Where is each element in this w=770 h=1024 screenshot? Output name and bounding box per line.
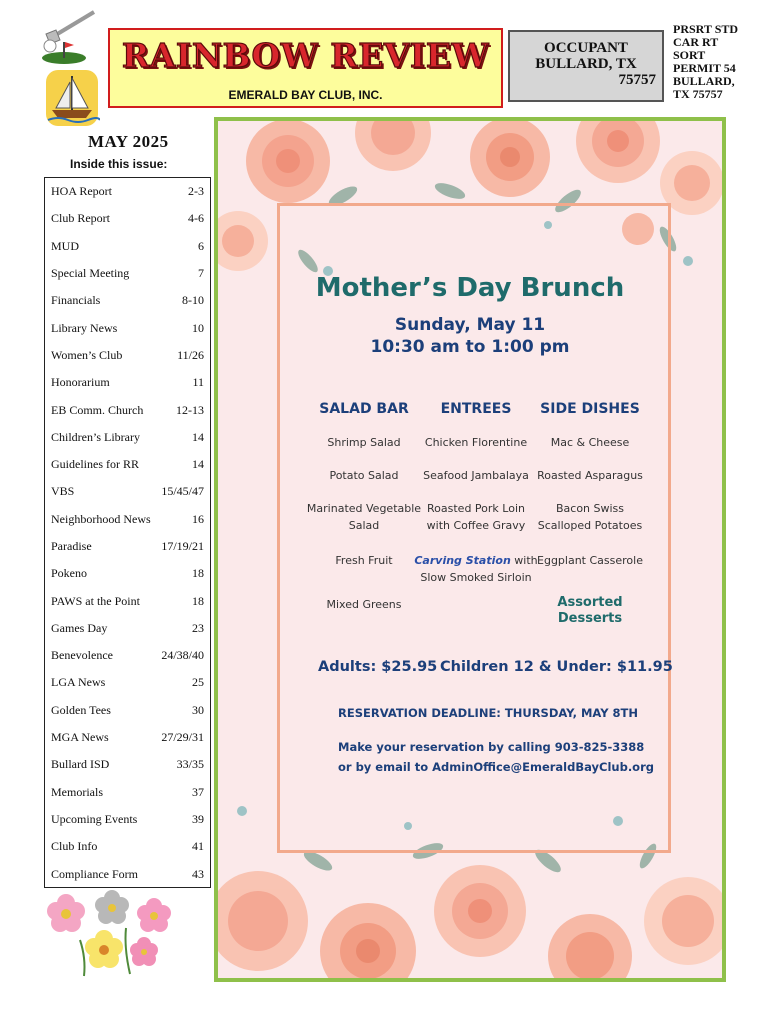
toc-title: MGA News [51, 730, 109, 745]
toc-row [51, 560, 204, 587]
golf-clipart-icon [34, 6, 100, 68]
menu-item: Fresh Fruit [335, 554, 393, 567]
carving-station-label: Carving Station [414, 554, 511, 567]
menu-item [302, 500, 426, 534]
menu-item-line: Bacon Swiss [555, 502, 625, 515]
toc-row [51, 697, 204, 724]
toc-title: Guidelines for RR [51, 457, 139, 472]
toc-row [51, 806, 204, 833]
toc-row [51, 478, 204, 505]
toc-row [51, 287, 204, 314]
mailing-line-zip: 75757 [618, 72, 656, 88]
header-side-dishes: SIDE DISHES [540, 401, 640, 417]
mailing-address-box [508, 30, 664, 102]
toc-pages: 12-13 [176, 402, 204, 417]
toc-pages: 27/29/31 [161, 730, 204, 745]
reservation-phone: Make your reservation by calling 903-825-3388 [338, 740, 645, 754]
menu-item-line: Slow Smoked Sirloin [420, 571, 532, 584]
toc-pages: 39 [192, 811, 204, 826]
toc-row [51, 615, 204, 642]
toc-pages: 8-10 [182, 293, 204, 308]
menu-item: Mac & Cheese [550, 436, 630, 449]
postage-indicia [673, 23, 767, 101]
toc-pages: 2-3 [188, 184, 204, 199]
reservation-info [338, 737, 658, 777]
toc-pages: 33/35 [176, 757, 204, 772]
postage-line: BULLARD, [673, 74, 735, 88]
adult-price: Adults: $25.95 [318, 659, 438, 675]
menu-item [414, 500, 538, 534]
toc-pages: 17/19/21 [161, 539, 204, 553]
menu-item-line: Desserts [557, 611, 623, 626]
toc-row [51, 751, 204, 778]
toc-row [51, 860, 204, 887]
toc-title: Honorarium [51, 375, 110, 390]
sailboat-clipart-icon [44, 68, 100, 128]
toc-pages: 37 [192, 784, 204, 799]
postage-line: SORT [673, 48, 706, 62]
toc-title: Library News [51, 320, 118, 335]
toc-row [51, 669, 204, 696]
table-of-contents [44, 177, 211, 888]
toc-row [51, 533, 204, 560]
menu-item: Chicken Florentine [424, 436, 528, 449]
menu-item: Potato Salad [329, 469, 399, 482]
toc-title: Memorials [51, 784, 103, 799]
reservation-deadline: RESERVATION DEADLINE: THURSDAY, MAY 8TH [338, 706, 639, 720]
flyer-time: 10:30 am to 1:00 pm [370, 337, 570, 357]
toc-pages: 16 [192, 511, 204, 526]
reservation-email: or by email to AdminOffice@EmeraldBayClub.org [338, 760, 654, 774]
flyer-date: Sunday, May 11 [394, 315, 546, 335]
menu-item: Shrimp Salad [327, 436, 401, 449]
menu-item: Roasted Asparagus [537, 469, 643, 482]
toc-title: HOA Report [51, 184, 112, 199]
toc-row [51, 396, 204, 423]
toc-pages: 43 [192, 866, 204, 881]
header-salad-bar: SALAD BAR [319, 401, 409, 417]
toc-pages: 18 [192, 566, 204, 581]
menu-item-line: with [514, 554, 538, 567]
menu-item [528, 500, 652, 534]
toc-title: Pokeno [51, 566, 87, 581]
toc-title: Compliance Form [51, 866, 138, 881]
toc-row [51, 506, 204, 533]
postage-line: PRSRT STD [673, 22, 739, 36]
menu-item [414, 552, 538, 586]
flowers-clipart-icon [40, 888, 176, 978]
toc-row [51, 833, 204, 860]
toc-title: Financials [51, 293, 101, 308]
toc-pages: 11 [192, 375, 204, 390]
menu-item-line: Marinated Vegetable [306, 502, 422, 515]
toc-title: Benevolence [51, 648, 113, 663]
flyer-title: Mother’s Day Brunch [315, 273, 625, 303]
menu-item: Eggplant Casserole [537, 554, 643, 567]
menu-item: Seafood Jambalaya [423, 469, 529, 482]
toc-pages: 15/45/47 [161, 484, 204, 499]
newsletter-title: RAINBOW REVIEW [121, 36, 490, 75]
toc-row [51, 587, 204, 614]
toc-pages: 14 [192, 429, 204, 444]
toc-title: VBS [51, 484, 75, 499]
issue-date: MAY 2025 [88, 132, 169, 151]
toc-title: LGA News [51, 675, 106, 690]
postage-line: TX 75757 [673, 87, 723, 101]
toc-row [51, 205, 204, 232]
toc-pages: 10 [192, 320, 204, 335]
toc-title: Women’s Club [51, 347, 123, 362]
toc-row [51, 314, 204, 341]
postage-line: CAR RT [673, 35, 719, 49]
menu-item-line: Scalloped Potatoes [537, 519, 643, 532]
toc-title: Club Info [51, 839, 98, 854]
toc-pages: 7 [198, 266, 204, 281]
toc-pages: 6 [198, 238, 204, 253]
toc-pages: 18 [192, 593, 204, 608]
toc-row [51, 642, 204, 669]
toc-pages: 24/38/40 [161, 648, 204, 663]
toc-title: Children’s Library [51, 429, 140, 444]
header-entrees: ENTREES [440, 401, 512, 417]
toc-title: MUD [51, 238, 80, 253]
toc-title: Paradise [51, 539, 92, 553]
menu-item-line: Assorted [557, 595, 623, 610]
toc-row [51, 260, 204, 287]
toc-row [51, 233, 204, 260]
toc-title: Upcoming Events [51, 811, 138, 826]
menu-item: Mixed Greens [326, 598, 402, 611]
toc-row [51, 178, 204, 205]
menu-item-desserts [528, 595, 652, 627]
toc-title: EB Comm. Church [51, 402, 144, 417]
toc-pages: 30 [192, 702, 204, 717]
toc-row [51, 779, 204, 806]
menu-item-line: Roasted Pork Loin [427, 502, 525, 515]
toc-row [51, 451, 204, 478]
mailing-line-occupant: OCCUPANT [544, 40, 628, 56]
toc-title: Bullard ISD [51, 757, 110, 772]
toc-title: Neighborhood News [51, 511, 151, 526]
toc-title: Golden Tees [51, 702, 111, 717]
menu-item-line: Salad [348, 519, 380, 532]
toc-pages: 41 [192, 839, 204, 854]
mothers-day-flyer [214, 117, 726, 982]
postage-line: PERMIT 54 [673, 61, 736, 75]
child-price: Children 12 & Under: $11.95 [440, 659, 673, 675]
toc-pages: 14 [192, 457, 204, 472]
toc-pages: 23 [192, 620, 204, 635]
masthead [108, 28, 503, 108]
toc-pages: 11/26 [177, 347, 204, 362]
menu-item-line: with Coffee Gravy [426, 519, 526, 532]
toc-title: PAWS at the Point [51, 593, 140, 608]
toc-pages: 25 [192, 675, 204, 690]
toc-heading: Inside this issue: [70, 157, 168, 171]
toc-pages: 4-6 [188, 211, 204, 226]
mailing-line-city: BULLARD, TX [535, 56, 637, 72]
club-name: EMERALD BAY CLUB, INC. [228, 88, 383, 102]
toc-title: Club Report [51, 211, 110, 226]
toc-title: Games Day [51, 620, 108, 635]
toc-row [51, 369, 204, 396]
toc-row [51, 424, 204, 451]
toc-title: Special Meeting [51, 266, 130, 281]
toc-row [51, 724, 204, 751]
toc-row [51, 342, 204, 369]
